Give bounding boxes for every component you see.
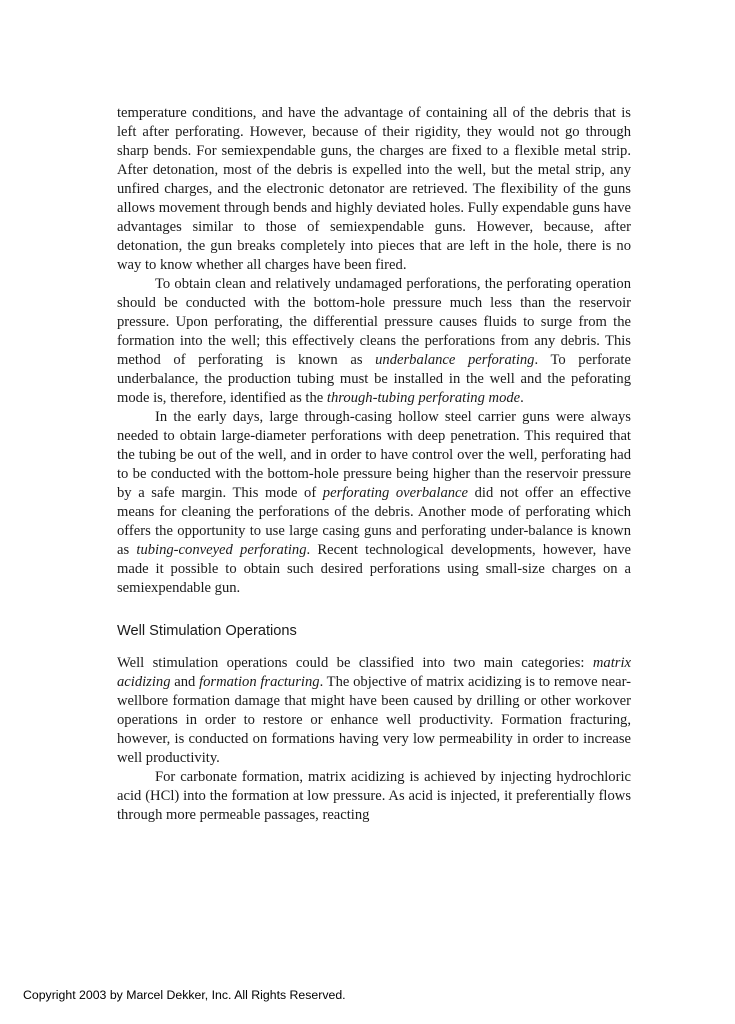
paragraph-underbalance bbox=[117, 275, 631, 408]
term-underbalance-perforating: underbalance perforating bbox=[375, 352, 535, 368]
term-perforating-overbalance: perforating overbalance bbox=[322, 485, 469, 501]
paragraph-perforating-guns bbox=[117, 104, 631, 275]
paragraph-carbonate-acidizing bbox=[117, 768, 631, 825]
term-tubing-conveyed-perforating: tubing-conveyed perforating bbox=[136, 542, 307, 558]
paragraph-overbalance bbox=[117, 408, 631, 598]
paragraph-text: In the early days, large through-casing hollow steel carrier guns were always needed to obtain large-diameter perforations with deep penetration. This required that the tubing be out of the well, and in order to have control over the well, perforating had to be conducted with the bottom-hole pressure being higher than the reservoir pressure by a safe margin. This mode of bbox=[117, 409, 631, 501]
paragraph-text: . bbox=[520, 390, 524, 406]
term-through-tubing-mode: through-tubing perforating mode bbox=[326, 390, 521, 406]
paragraph-text: . Recent technological developments, however, have made it possible to obtain such desired perforations using small-size charges on a semiexpendable gun. bbox=[117, 542, 631, 596]
paragraph-text: For carbonate formation, matrix acidizing is achieved by injecting hydrochloric acid (HCl) into the formation at low pressure. As acid is injected, it preferentially flows through more permeable passages, reacting bbox=[117, 769, 631, 823]
paragraph-text: . To perforate underbalance, the production tubing must be installed in the well and the peforating mode is, therefore, identified as the bbox=[117, 352, 631, 406]
paragraph-stimulation-categories bbox=[117, 654, 631, 768]
copyright-footer: Copyright 2003 by Marcel Dekker, Inc. All Rights Reserved. bbox=[23, 988, 346, 1002]
paragraph-text: temperature conditions, and have the advantage of containing all of the debris that is left after perforating. However, because of their rigidity, they would not go through sharp bends. For semiexpendable guns, the charges are fixed to a flexible metal strip. After detonation, most of the debris is expelled into the well, but the metal strip, any unfired charges, and the electronic detonator are retrieved. The flexibility of the guns allows movement through bends and highly deviated holes. Fully expendable guns have advantages similar to those of semiexpendable guns. However, because, after detonation, the gun breaks completely into pieces that are left in the hole, there is no way to know whether all charges have been fired. bbox=[117, 105, 631, 273]
paragraph-text: and bbox=[170, 674, 200, 690]
paragraph-text: Well stimulation operations could be classified into two main categories: bbox=[117, 655, 593, 671]
section-heading: Well Stimulation Operations bbox=[117, 623, 297, 639]
text-column bbox=[117, 104, 631, 825]
term-matrix-acidizing: matrix acidizing bbox=[117, 655, 631, 690]
paragraph-text: did not offer an effective means for cleaning the perforations of the debris. Another mode of perforating which offers the opportunity to use large casing guns and perforating under-balance is known as bbox=[117, 485, 631, 558]
term-formation-fracturing: formation fracturing bbox=[199, 674, 320, 690]
paragraph-text: . The objective of matrix acidizing is to remove near-wellbore formation damage that might have been caused by drilling or other workover operations in order to restore or enhance well productivity. Formation fracturing, however, is conducted on formations having very low permeability in order to increase well productivity. bbox=[117, 674, 631, 766]
paragraph-text: To obtain clean and relatively undamaged perforations, the perforating operation should be conducted with the bottom-hole pressure much less than the reservoir pressure. Upon perforating, the differential pressure causes fluids to surge from the formation into the well; this effectively cleans the perforations from any debris. This method of perforating is known as bbox=[117, 276, 631, 368]
